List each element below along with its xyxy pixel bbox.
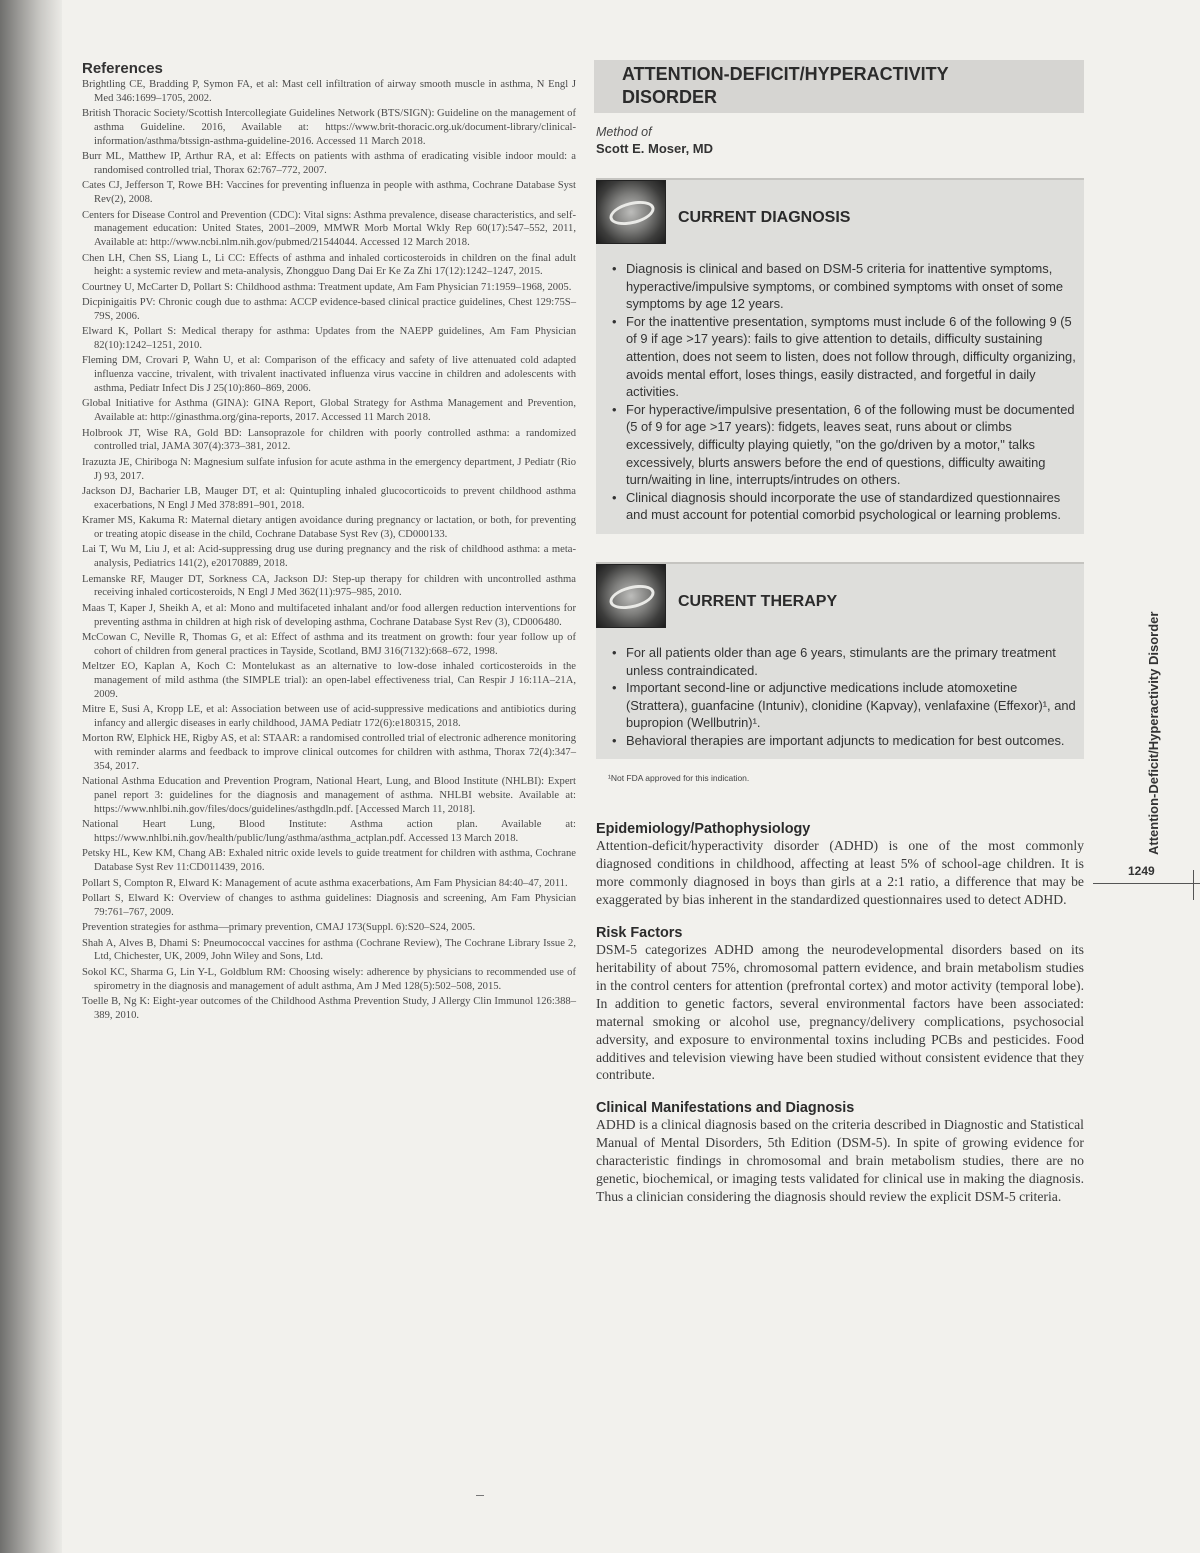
article-title-line-2: DISORDER <box>622 87 718 107</box>
clinical-logo-icon <box>596 564 666 628</box>
reference-item: Morton RW, Elphick HE, Rigby AS, et al: STAAR: a randomised controlled trial of electronic adherence monitoring with reminder alarms and feedback to improve clinical outcomes for children with asthma, Thorax 72(4):347–354, 2017. <box>82 733 576 772</box>
current-therapy-list <box>596 644 1084 760</box>
author-name: Scott E. Moser, MD <box>596 141 714 156</box>
therapy-bullet: • For all patients older than age 6 years, stimulants are the primary treatment unless contraindicated. <box>612 644 1076 679</box>
reference-item: Lemanske RF, Mauger DT, Sorkness CA, Jackson DJ: Step-up therapy for children with uncontrolled asthma receiving inhaled corticosteroids, N Engl J Med 362(11):975–985, 2010. <box>82 573 576 599</box>
reference-item: Irazuzta JE, Chiriboga N: Magnesium sulfate infusion for acute asthma in the emergency department, J Pediatr (Rio J) 93, 2017. <box>82 456 576 482</box>
article-column <box>596 60 1084 1206</box>
scan-mark <box>476 1495 484 1496</box>
references-heading: References <box>82 60 163 77</box>
references-list <box>82 78 576 1023</box>
therapy-footnote: ¹Not FDA approved for this indication. <box>608 773 750 784</box>
reference-item: Petsky HL, Kew KM, Chang AB: Exhaled nitric oxide levels to guide treatment for children with asthma, Cochrane Database Syst Rev 11:CD011439, 2016. <box>82 848 576 874</box>
reference-item: Cates CJ, Jefferson T, Rowe BH: Vaccines for preventing influenza in people with asthma, Cochrane Database Syst Rev(2), 2008. <box>82 180 576 206</box>
reference-item: Chen LH, Chen SS, Liang L, Li CC: Effects of asthma and inhaled corticosteroids in children on the final adult height: a systemic review and meta-analysis, Zhongguo Dang Dai Er Ke Za Zhi 17(12):1242–1247, 2015. <box>82 252 576 278</box>
references-column <box>82 60 576 1024</box>
reference-item: British Thoracic Society/Scottish Intercollegiate Guidelines Network (BTS/SIGN): Guideline on the management of asthma Guideline. 2016, Available at: https://www.brit-thoracic.org.uk/document-library/clinical-information/asthma/btssign-asthma-guideline-2016. Accessed 11 March 2018. <box>82 108 576 147</box>
reference-item: Holbrook JT, Wise RA, Gold BD: Lansoprazole for children with poorly controlled asthma: a randomized controlled trial, JAMA 307(4):373–381, 2012. <box>82 427 576 453</box>
article-title-block <box>594 60 1084 113</box>
reference-item: Prevention strategies for asthma—primary prevention, CMAJ 173(Suppl. 6):S20–S24, 2005. <box>82 922 476 934</box>
reference-item: Elward K, Pollart S: Medical therapy for asthma: Updates from the NAEPP guidelines, Am Fam Physician 82(10):1242–1251, 2010. <box>82 326 576 352</box>
page-number: 1249 <box>1128 864 1155 878</box>
section-body-risk-factors: DSM-5 categorizes ADHD among the neurodevelopmental disorders based on its heritability of about 75%, chromosomal pattern evidence, and brain metabolism studies in the control centers for attention (prefrontal cortex) and motor activity (temporal lobe). In addition to genetic factors, several environmental factors have been associated: maternal smoking or alcohol use, pregnancy/delivery complications, psychosocial adversity, and exposure to environmental toxins including PCBs and pesticides. Food additives and television viewing have been studied without consistent evidence that they contribute. <box>596 942 1084 1083</box>
reference-item: Brightling CE, Bradding P, Symon FA, et al: Mast cell infiltration of airway smooth muscle in asthma, N Engl J Med 346:1699–1705, 2002. <box>82 79 576 104</box>
diagnosis-bullet: • For hyperactive/impulsive presentation, 6 of the following must be documented (5 of 9 for age >17 years): fidgets, leaves seat, runs about or climbs excessively, difficulty playing quietly, "on the go/driven by a motor," talks excessively, blurts answers before the end of questions, difficulty awaiting turn/waiting in line, interrupts/intrudes on others. <box>612 401 1076 489</box>
reference-item: National Heart Lung, Blood Institute: Asthma action plan. Available at: https://www.nhlbi.nih.gov/health/public/lung/asthma/asthma_actplan.pdf. Accessed 13 March 2018. <box>82 819 576 845</box>
reference-item: Burr ML, Matthew IP, Arthur RA, et al: Effects on patients with asthma of eradicating visible indoor mould: a randomised controlled trial, Thorax 62:767–772, 2007. <box>82 151 576 176</box>
therapy-bullet: • Behavioral therapies are important adjuncts to medication for best outcomes. <box>612 732 1076 750</box>
therapy-bullet: • Important second-line or adjunctive medications include atomoxetine (Strattera), guanfacine (Intuniv), clonidine (Kapvay), venlafaxine (Effexor)¹, and bupropion (Wellbutrin)¹. <box>612 679 1076 732</box>
reference-item: Pollart S, Elward K: Overview of changes to asthma guidelines: Diagnosis and screening, Am Fam Physician 79:761–767, 2009. <box>82 893 576 918</box>
reference-item: Mitre E, Susi A, Kropp LE, et al: Association between use of acid-suppressive medications and antibiotics during infancy and allergic diseases in early childhood, JAMA Pediatr 172(6):e180315, 2018. <box>82 704 576 729</box>
current-therapy-box <box>596 562 1084 760</box>
current-diagnosis-box <box>596 178 1084 534</box>
diagnosis-bullet: • Clinical diagnosis should incorporate the use of standardized questionnaires and must account for potential comorbid psychological or learning problems. <box>612 489 1076 524</box>
page-edge-tick <box>1193 870 1194 900</box>
method-label: Method of <box>596 125 652 139</box>
reference-item: Sokol KC, Sharma G, Lin Y-L, Goldblum RM: Choosing wisely: adherence by physicians to recommended use of spirometry in the diagnosis and management of adult asthma, Am J Med 128(5):502–508, 2015. <box>82 966 576 992</box>
reference-item: Kramer MS, Kakuma R: Maternal dietary antigen avoidance during pregnancy or lactation, or both, for preventing or treating atopic disease in the child, Cochrane Database Syst Rev (3), CD000133. <box>82 515 576 541</box>
reference-item: Fleming DM, Crovari P, Wahn U, et al: Comparison of the efficacy and safety of live attenuated cold adapted influenza vaccine, trivalent, with trivalent inactivated influenza virus vaccine in children and adolescents with asthma, Pediatr Infect Dis J 25(10):860–869, 2006. <box>82 355 576 395</box>
section-heading-risk-factors: Risk Factors <box>596 925 683 942</box>
article-title-line-1: ATTENTION-DEFICIT/HYPERACTIVITY <box>622 64 949 84</box>
reference-item: National Asthma Education and Prevention Program, National Heart, Lung, and Blood Institute (NHLBI): Expert panel report 3: guidelines for the diagnosis and management of asthma. NHLBI website. Available at: https://www.nhlbi.nih.gov/files/docs/guidelines/asthgdln.pdf. [Accessed March 11, 2018]. <box>82 776 576 815</box>
page-number-rule <box>1093 883 1200 884</box>
diagnosis-bullet: • Diagnosis is clinical and based on DSM-5 criteria for inattentive symptoms, hyperactive/impulsive symptoms, or combined symptoms with onset of some symptoms by age 12 years. <box>612 260 1076 313</box>
current-diagnosis-title: CURRENT DIAGNOSIS <box>678 209 851 226</box>
clinical-logo-icon <box>596 180 666 244</box>
current-diagnosis-list <box>596 260 1084 534</box>
section-body-clinical-manifestations: ADHD is a clinical diagnosis based on the criteria described in Diagnostic and Statistical Manual of Mental Disorders, 5th Edition (DSM-5). In spite of growing evidence for characteristic findings in chromosomal and brain metabolism studies, there are no genetic, biochemical, or imaging tests validated for clinical use in making the diagnosis. Thus a clinician considering the diagnosis should review the explicit DSM-5 criteria. <box>596 1117 1084 1204</box>
section-body-epidemiology: Attention-deficit/hyperactivity disorder (ADHD) is one of the most commonly diagnosed conditions in childhood, affecting at least 5% of school-age children. It is more commonly diagnosed in boys than girls at a 2:1 ratio, a difference that may be exaggerated by bias inherent in the standardized questionnaires used to detect ADHD. <box>596 838 1084 908</box>
reference-item: Meltzer EO, Kaplan A, Koch C: Montelukast as an alternative to low-dose inhaled corticosteroids in the management of mild asthma (the SIMPLE trial): an open-label effectiveness trial, Can Respir J 16:11A–21A, 2009. <box>82 661 576 700</box>
current-therapy-title: CURRENT THERAPY <box>678 592 838 610</box>
reference-item: Maas T, Kaper J, Sheikh A, et al: Mono and multifaceted inhalant and/or food allergen reduction interventions for preventing asthma in children at high risk of developing asthma, Cochrane Database Syst Rev (3), CD006480. <box>82 602 576 628</box>
reference-item: Dicpinigaitis PV: Chronic cough due to asthma: ACCP evidence-based clinical practice guidelines, Chest 129:75S–79S, 2006. <box>82 297 576 322</box>
reference-item: Jackson DJ, Bacharier LB, Mauger DT, et al: Quintupling inhaled glucocorticoids to prevent childhood asthma exacerbations, N Engl J Med 378:891–901, 2018. <box>82 486 576 511</box>
running-title-vertical: Attention-Deficit/Hyperactivity Disorder <box>1146 611 1161 855</box>
current-therapy-header <box>596 564 1084 644</box>
reference-item: Global Initiative for Asthma (GINA): GINA Report, Global Strategy for Asthma Management and Prevention, Available at: http://ginasthma.org/gina-reports, 2017. Accessed 11 March 2018. <box>82 398 576 424</box>
reference-item: Centers for Disease Control and Prevention (CDC): Vital signs: Asthma prevalence, disease characteristics, and self-management education: United States, 2001–2009, MMWR Morb Mortal Wkly Rep 60(17):547–552, 2011, Available at: http://www.ncbi.nlm.nih.gov/pubmed/21544044. Accessed 12 March 2018. <box>82 209 576 249</box>
book-gutter-shadow <box>0 0 62 1553</box>
reference-item: Courtney U, McCarter D, Pollart S: Childhood asthma: Treatment update, Am Fam Physician 71:1959–1968, 2005. <box>82 281 572 293</box>
reference-item: McCowan C, Neville R, Thomas G, et al: Effect of asthma and its treatment on growth: four year follow up of cohort of children from general practices in Tayside, Scotland, BMJ 316(7132):668–672, 1998. <box>82 631 576 657</box>
reference-item: Lai T, Wu M, Liu J, et al: Acid-suppressing drug use during pregnancy and the risk of childhood asthma: a meta-analysis, Pediatrics 141(2), e20170889, 2018. <box>82 544 576 570</box>
diagnosis-bullet: • For the inattentive presentation, symptoms must include 6 of the following 9 (5 of 9 if age >17 years): fails to give attention to details, difficulty sustaining attention, does not seem to listen, does not follow through, difficulty organizing, avoids mental effort, loses things, easily distracted, and forgetful in daily activities. <box>612 313 1076 401</box>
section-heading-epidemiology: Epidemiology/Pathophysiology <box>596 821 811 838</box>
current-diagnosis-header <box>596 180 1084 260</box>
section-heading-clinical-manifestations: Clinical Manifestations and Diagnosis <box>596 1100 855 1117</box>
reference-item: Shah A, Alves B, Dhami S: Pneumococcal vaccines for asthma (Cochrane Review), The Cochrane Library Issue 2, Ltd, Chichester, UK, 2009, John Wiley and Sons, Ltd. <box>82 937 576 963</box>
reference-item: Pollart S, Compton R, Elward K: Management of acute asthma exacerbations, Am Fam Physician 84:40–47, 2011. <box>82 877 568 889</box>
reference-item: Toelle B, Ng K: Eight-year outcomes of the Childhood Asthma Prevention Study, J Allergy Clin Immunol 126:388–389, 2010. <box>82 996 576 1021</box>
